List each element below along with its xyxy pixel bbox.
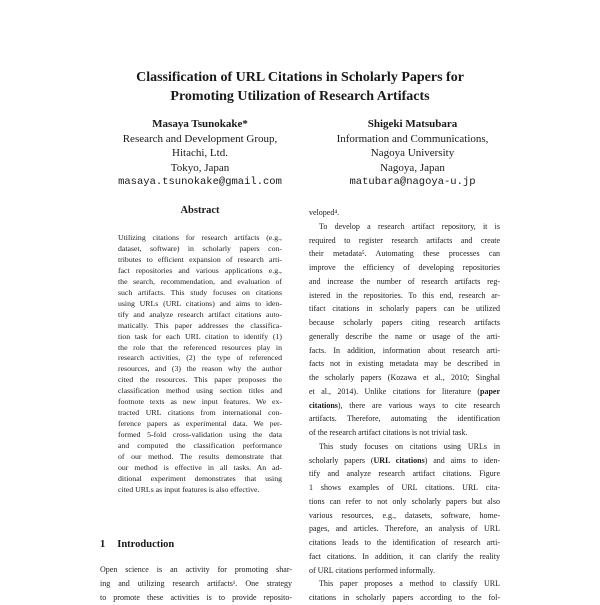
author-email: masaya.tsunokake@gmail.com — [118, 176, 282, 188]
body-line: This study focuses on citations using URLs in — [319, 441, 500, 451]
section-heading-introduction — [100, 539, 186, 550]
abstract-heading: Abstract — [180, 205, 220, 216]
author-affiliation: Tokyo, Japan — [170, 161, 230, 174]
abstract-line: research activities, (2) the type of referenced — [118, 353, 282, 363]
body-line: and increase the number of research artifacts reg- — [309, 276, 500, 286]
intro-right-column — [309, 206, 500, 605]
body-line: the scholarly papers (Kozawa et al., 2010; Singhal — [309, 373, 500, 382]
abstract-line: cited URLs as input features is also effective. — [118, 484, 260, 494]
author-affiliation: Information and Communications, — [336, 132, 489, 145]
author-name: Shigeki Matsubara — [367, 118, 458, 130]
section-number: 1 — [100, 539, 106, 550]
body-line: required to register research artifacts and create — [309, 235, 500, 245]
abstract-line: the search, recommendation, and evaluation of — [118, 276, 282, 286]
body-line: improve the efficiency of developing repositories — [309, 263, 500, 272]
body-line — [309, 385, 500, 399]
body-line: fact citations. In addition, it can clarify the reality — [309, 551, 500, 561]
abstract-line: ference papers as experimental data. We per- — [118, 419, 282, 429]
author-block — [95, 117, 305, 190]
body-line: citations leads to the identification of research arti- — [309, 538, 500, 547]
abstract-line: using URLs (URL citations) and aims to iden- — [118, 298, 282, 308]
abstract-line: matically. This paper addresses the classifica- — [118, 320, 282, 330]
body-line: tifact citations in scholarly papers can be utilized — [309, 304, 500, 314]
body-line: To develop a research artifact repository, it is — [319, 221, 500, 231]
body-line: of the research artifact citations is not trivial task. — [309, 428, 468, 437]
text-span: et al., 2014). Unlike citations for literature ( — [309, 386, 480, 396]
abstract-line: tify and analyze research artifact citations auto- — [118, 309, 282, 319]
abstract-line: resources, and (3) the reason why the author — [118, 364, 282, 374]
section-title: Introduction — [117, 539, 175, 550]
abstract-line: classification method using section titles and — [118, 386, 282, 396]
body-line: 1 shows examples of URL citations. URL cita- — [309, 483, 500, 492]
abstract-line: formed 5-fold cross-validation using the data — [118, 430, 282, 440]
body-line: because scholarly papers citing research artifacts — [309, 318, 500, 327]
abstract-body — [118, 233, 282, 496]
abstract-line: fact repositories and various applications e.g., — [118, 265, 282, 275]
body-line: of URL citations performed informally. — [309, 565, 436, 575]
bold-term: paper — [480, 386, 500, 396]
body-line: tify and analyze research artifact citations. Figure — [309, 469, 500, 479]
body-line: Open science is an activity for promoting shar- — [100, 565, 292, 574]
body-line: citations in scholarly papers according to the fol- — [309, 593, 500, 602]
text-span: ), there are various ways to cite research — [337, 400, 500, 410]
body-line: istered in the repositories. To this end, research ar- — [309, 290, 500, 300]
body-line — [309, 454, 500, 468]
author-name: Masaya Tsunokake* — [152, 118, 248, 130]
author-affiliation: Nagoya, Japan — [380, 161, 445, 174]
abstract-line: ditional experiment demonstrates that using — [118, 473, 282, 483]
text-span: ) and aims to iden- — [424, 455, 500, 465]
author-affiliation: Hitachi, Ltd. — [172, 147, 228, 159]
title-line: Classification of URL Citations in Scholarly Papers for — [136, 70, 464, 85]
body-line: pages, and articles. Therefore, an analysis of URL — [309, 524, 500, 534]
abstract-line: tributes to efficient expansion of research arti- — [118, 254, 282, 264]
paper-title — [60, 68, 540, 106]
body-line: to promote these activities is to provide reposito- — [100, 592, 292, 602]
abstract-line: tion task for each URL citation to identify (1) — [118, 331, 282, 341]
title-line: Promoting Utilization of Research Artifacts — [170, 89, 430, 104]
author-email: matubara@nagoya-u.jp — [349, 176, 476, 188]
body-line: generally describe the name or usage of the arti- — [309, 331, 500, 341]
abstract-line: and computed the classification performance — [118, 441, 282, 451]
body-line: facts not in existing metadata may be described in — [309, 359, 500, 369]
body-line: ing and utilizing research artifacts¹. One strategy — [100, 578, 292, 588]
intro-left-column — [100, 563, 292, 604]
author-affiliation: Research and Development Group, — [122, 132, 278, 145]
abstract-line: footnote texts as new input features. We ex- — [118, 397, 282, 407]
author-block — [305, 117, 520, 190]
bold-term: URL citations — [373, 455, 425, 465]
abstract-line: cited the resources. This paper proposes the — [118, 375, 282, 385]
body-line: artifacts. Therefore, automating the identification — [309, 414, 500, 424]
body-line — [309, 399, 500, 413]
body-line: This paper proposes a method to classify URL — [319, 579, 500, 589]
body-line: their metadata⁵. Automating these processes can — [309, 249, 500, 259]
abstract-line: Utilizing citations for research artifacts (e.g., — [118, 233, 282, 242]
body-line: tions can refer to not only scholarly papers but also — [309, 496, 500, 506]
body-line: facts. In addition, information about research arti- — [309, 345, 500, 355]
abstract-line: dataset, software) in scholarly papers con- — [118, 243, 282, 253]
body-line: veloped⁴. — [309, 208, 340, 217]
body-line: various resources, e.g., datasets, software, home- — [309, 510, 500, 520]
abstract-line: such artifacts. This study focuses on citations — [118, 287, 282, 297]
abstract-line: our method is effective in all tasks. An ad- — [118, 463, 282, 473]
text-span: scholarly papers ( — [309, 455, 374, 465]
author-affiliation: Nagoya University — [370, 147, 455, 159]
abstract-line: the role that the referenced resources play in — [118, 342, 282, 352]
abstract-line: of our method. The results demonstrate that — [118, 452, 282, 462]
bold-term: citations — [309, 400, 338, 410]
abstract-line: tracted URL citations from international con- — [118, 408, 282, 418]
